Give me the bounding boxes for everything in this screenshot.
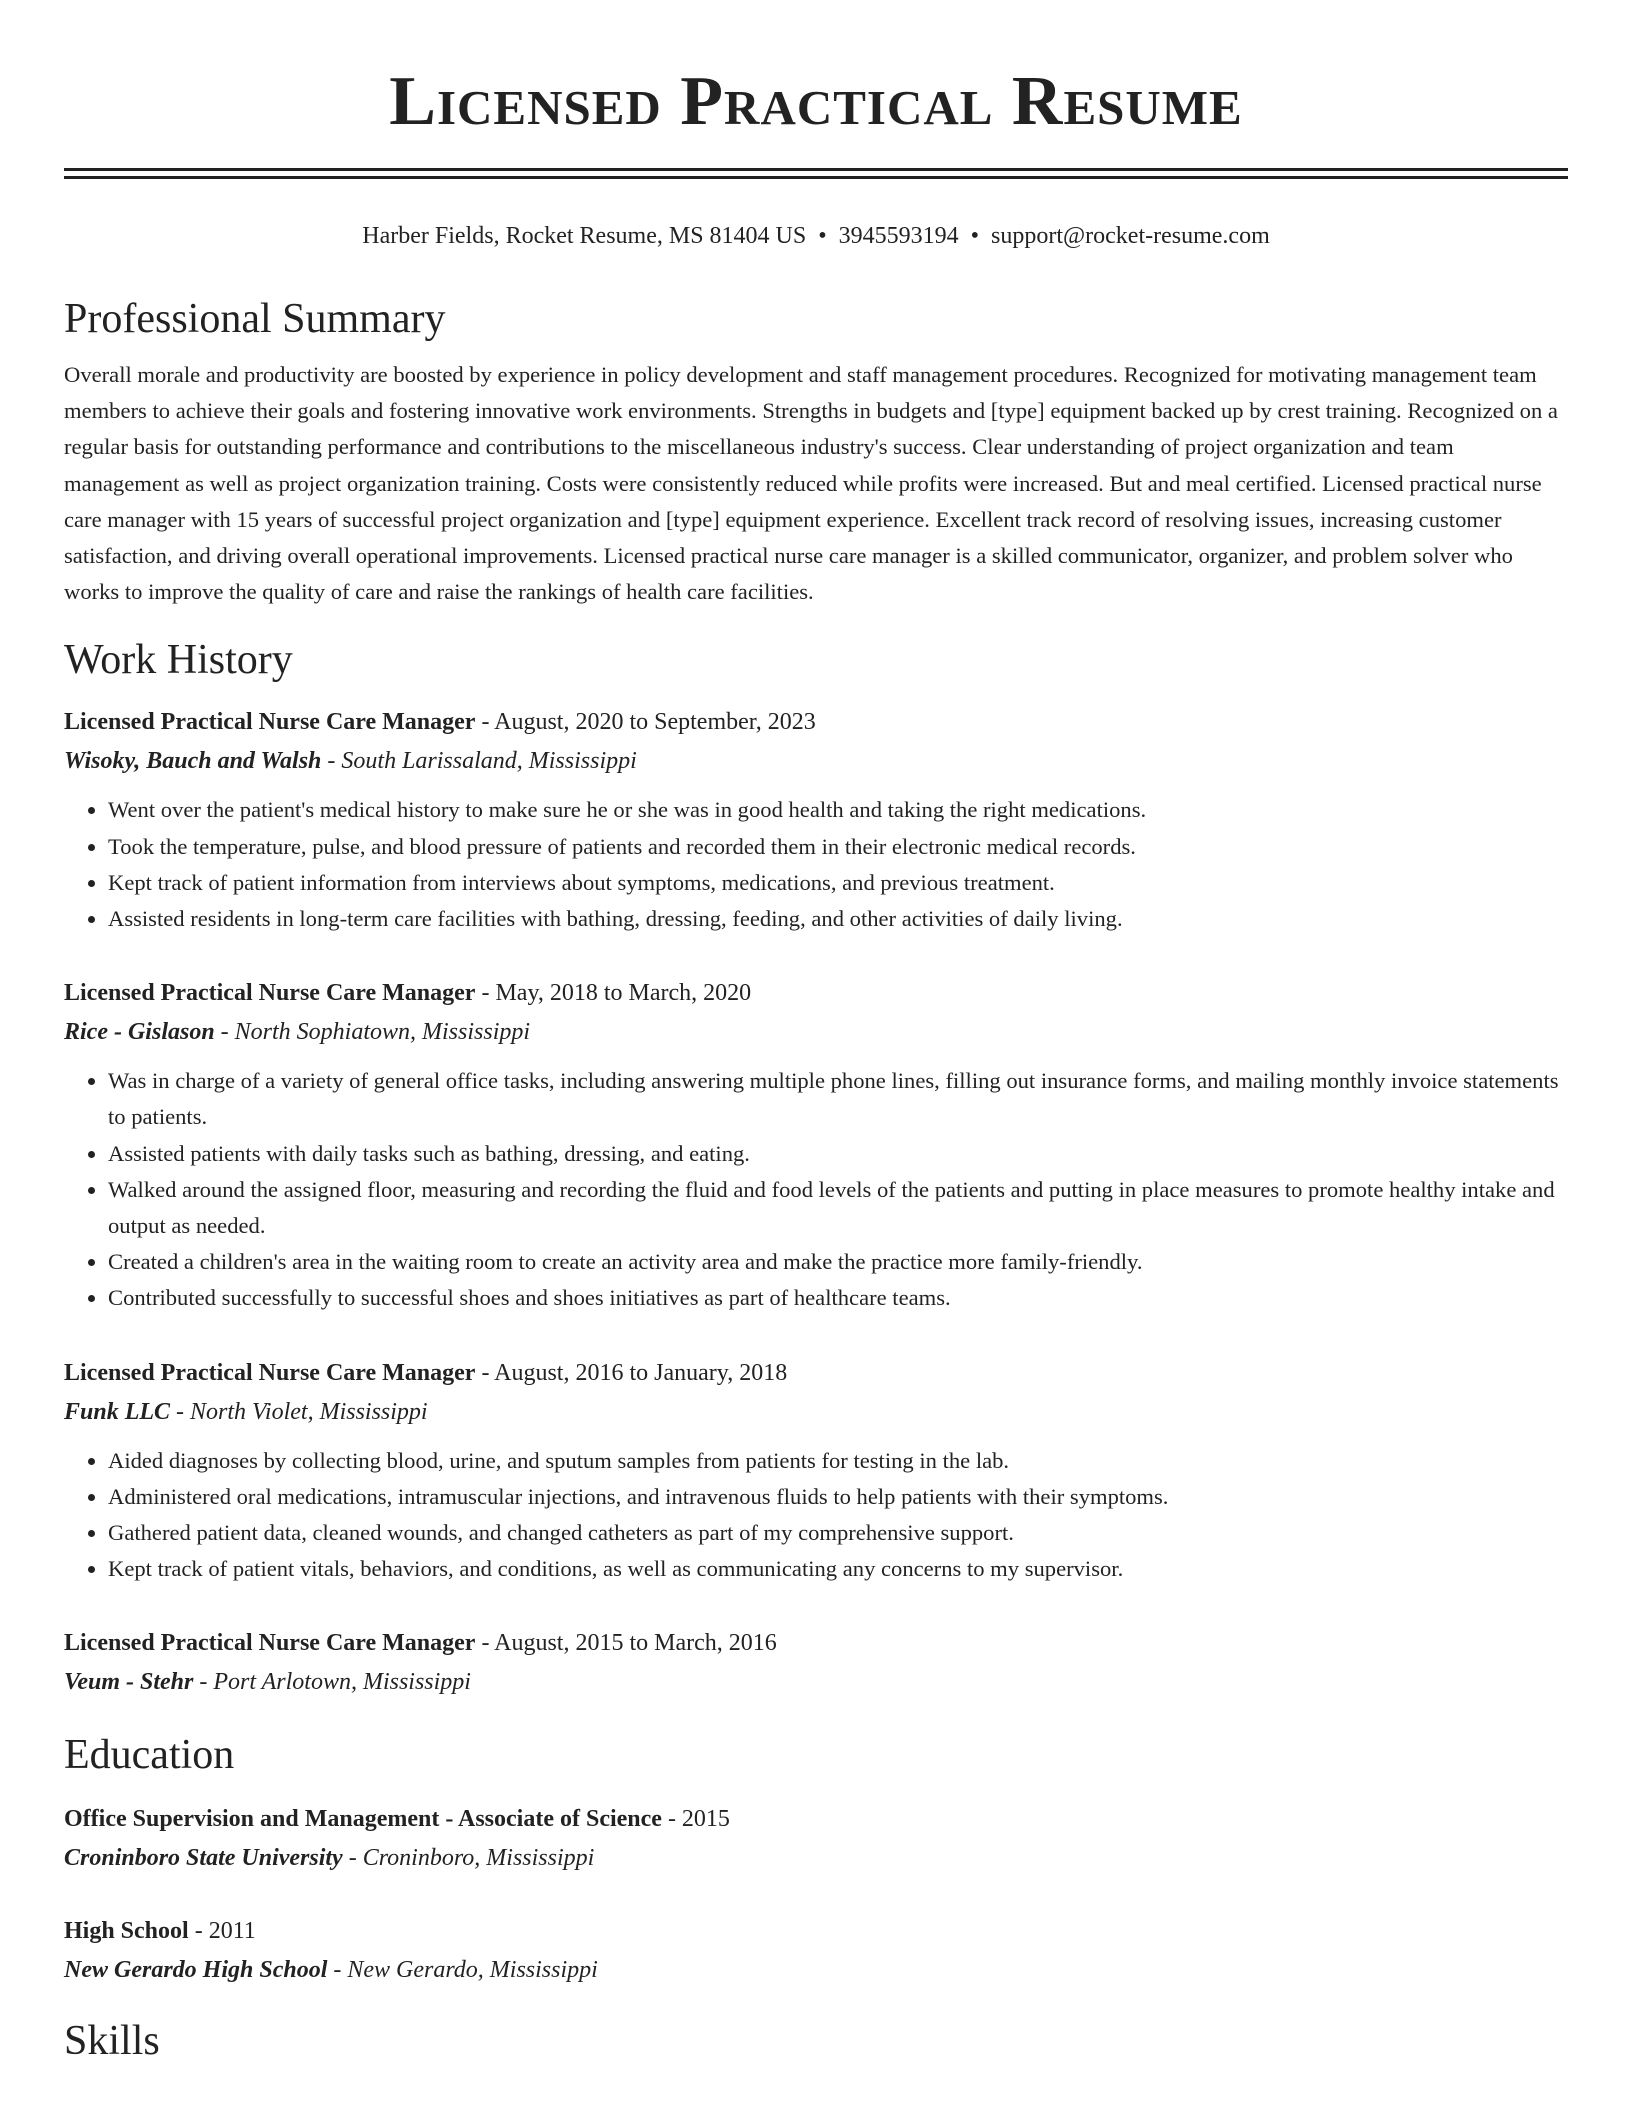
job-title-line	[64, 973, 1568, 1013]
job-company-line	[64, 1013, 1568, 1051]
education-school-line	[64, 1951, 1568, 1989]
job-bullet: • Went over the patient's medical history to make sure he or she was in good health and taking the right medications.	[108, 792, 1568, 828]
job-dates: - August, 2016 to January, 2018	[475, 1359, 788, 1386]
job-location: - Port Arlotown, Mississippi	[193, 1669, 471, 1696]
job-bullet: • Contributed successfully to successful shoes and shoes initiatives as part of healthcare teams.	[108, 1280, 1568, 1316]
job-location: - North Violet, Mississippi	[170, 1398, 428, 1425]
job-bullet: • Was in charge of a variety of general office tasks, including answering multiple phone lines, filling out insurance forms, and mailing monthly invoice statements to patients.	[108, 1063, 1568, 1135]
summary-heading: Professional Summary	[64, 296, 446, 342]
job-title-line	[64, 1353, 1568, 1393]
job-bullet: • Assisted residents in long-term care facilities with bathing, dressing, feeding, and other activities of daily living.	[108, 901, 1568, 937]
education-school-line	[64, 1839, 1568, 1877]
job-company-line	[64, 742, 1568, 780]
job-title: Licensed Practical Nurse Care Manager	[64, 980, 476, 1007]
job-bullet: • Kept track of patient vitals, behaviors, and conditions, as well as communicating any concerns to my supervisor.	[108, 1551, 1568, 1587]
education-school: Croninboro State University	[64, 1845, 343, 1872]
title-double-rule	[64, 168, 1568, 179]
job-bullet: • Administered oral medications, intramuscular injections, and intravenous fluids to help patients with their symptoms.	[108, 1479, 1568, 1515]
contact-email: support@rocket-resume.com	[991, 223, 1270, 249]
education-degree-line	[64, 1799, 1568, 1839]
job-title-line	[64, 1623, 1568, 1663]
education-year: - 2015	[661, 1806, 730, 1833]
job-title: Licensed Practical Nurse Care Manager	[64, 709, 476, 736]
job-company: Wisoky, Bauch and Walsh	[64, 748, 322, 775]
education-entry	[64, 1799, 1568, 1877]
education-degree: High School	[64, 1918, 189, 1945]
summary-text: Overall morale and productivity are boosted by experience in policy development and staff management procedures. Recognized for motivating management team members to achieve their goals and fostering innovative work environments. Strengths in budgets and [type] equipment backed up by crest training. Recognized on a regular basis for outstanding performance and contributions to the miscellaneous industry's success. Clear understanding of project organization and team management as well as project organization training. Costs were consistently reduced while profits were increased. But and meal certified. Licensed practical nurse care manager with 15 years of successful project organization and [type] equipment experience. Excellent track record of resolving issues, increasing customer satisfaction, and driving overall operational improvements. Licensed practical nurse care manager is a skilled communicator, organizer, and problem solver who works to improve the quality of care and raise the rankings of health care facilities.	[64, 362, 1558, 605]
contact-separator: •	[818, 223, 827, 249]
job-title-line	[64, 702, 1568, 742]
education-location: - Croninboro, Mississippi	[342, 1845, 595, 1872]
job-bullets	[64, 1063, 1568, 1316]
job-title: Licensed Practical Nurse Care Manager	[64, 1359, 476, 1386]
education-school: New Gerardo High School	[64, 1957, 328, 1984]
education-degree: Office Supervision and Management - Associate of Science	[64, 1806, 662, 1833]
resume-title: Licensed Practical Resume	[389, 63, 1243, 140]
contact-line	[64, 219, 1568, 253]
job-entry	[64, 702, 1568, 937]
education-degree-line	[64, 1911, 1568, 1951]
contact-phone: 3945593194	[838, 223, 959, 249]
work-history-heading: Work History	[64, 637, 293, 684]
job-bullet: • Kept track of patient information from interviews about symptoms, medications, and previous treatment.	[108, 865, 1568, 901]
education-entry	[64, 1911, 1568, 1989]
education-location: - New Gerardo, Mississippi	[327, 1957, 598, 1984]
job-location: - North Sophiatown, Mississippi	[214, 1019, 531, 1046]
job-entry	[64, 973, 1568, 1316]
job-company: Rice - Gislason	[64, 1019, 215, 1046]
job-bullet: • Walked around the assigned floor, measuring and recording the fluid and food levels of the patients and putting in place measures to promote healthy intake and output as needed.	[108, 1172, 1568, 1244]
job-location: - South Larissaland, Mississippi	[321, 748, 637, 775]
job-bullets	[64, 792, 1568, 937]
job-entry	[64, 1353, 1568, 1588]
job-company-line	[64, 1393, 1568, 1431]
job-title: Licensed Practical Nurse Care Manager	[64, 1630, 476, 1657]
job-company-line	[64, 1663, 1568, 1701]
job-dates: - May, 2018 to March, 2020	[475, 980, 752, 1007]
job-dates: - August, 2020 to September, 2023	[475, 709, 816, 736]
skills-heading: Skills	[64, 2018, 160, 2065]
job-bullet: • Assisted patients with daily tasks such as bathing, dressing, and eating.	[108, 1136, 1568, 1172]
job-company: Veum - Stehr	[64, 1669, 194, 1696]
contact-address: Harber Fields, Rocket Resume, MS 81404 US	[362, 223, 807, 249]
job-bullet: • Gathered patient data, cleaned wounds, and changed catheters as part of my comprehensive support.	[108, 1515, 1568, 1551]
education-heading: Education	[64, 1732, 235, 1779]
contact-separator: •	[970, 223, 980, 249]
job-dates: - August, 2015 to March, 2016	[475, 1630, 777, 1657]
job-bullet: • Created a children's area in the waiting room to create an activity area and make the practice more family-friendly.	[108, 1244, 1568, 1280]
job-entry	[64, 1623, 1568, 1701]
education-year: - 2011	[188, 1918, 256, 1945]
job-bullet: • Aided diagnoses by collecting blood, urine, and sputum samples from patients for testing in the lab.	[108, 1443, 1568, 1479]
job-bullet: • Took the temperature, pulse, and blood pressure of patients and recorded them in their electronic medical records.	[108, 829, 1568, 865]
job-company: Funk LLC	[64, 1398, 171, 1425]
job-bullets	[64, 1443, 1568, 1588]
